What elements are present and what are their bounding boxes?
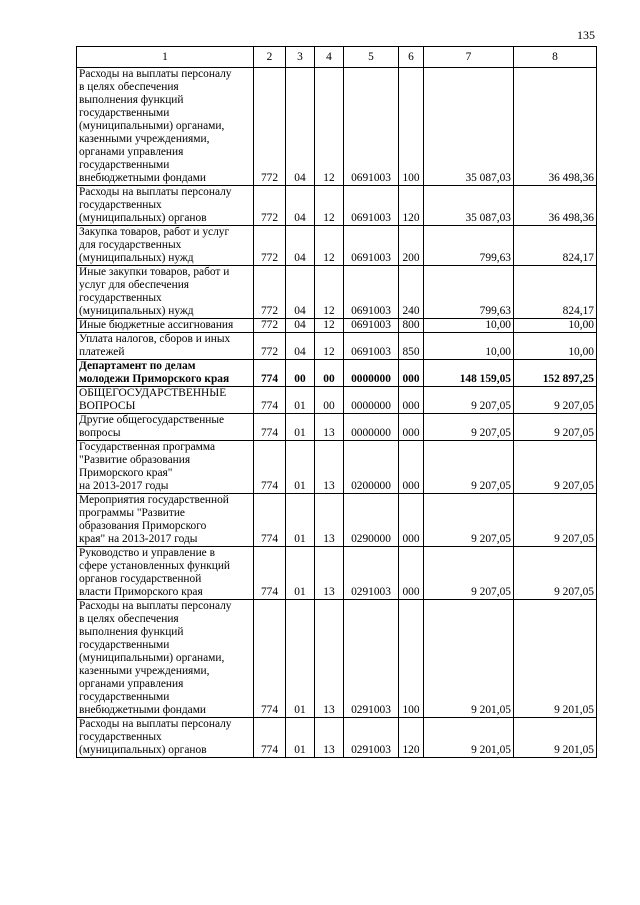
cell-rz: 04 [286,68,315,186]
cell-sum-2015: 799,63 [424,266,514,319]
column-header: 4 [315,47,344,68]
cell-vr: 000 [399,387,424,414]
cell-rz: 04 [286,333,315,360]
row-name: Уплата налогов, сборов и иных платежей [77,333,254,360]
cell-csr: 0691003 [344,266,399,319]
cell-pr: 00 [315,360,344,387]
page-number: 135 [577,28,595,42]
cell-vr: 120 [399,718,424,758]
cell-ved: 774 [254,360,286,387]
cell-sum-2016: 9 207,05 [514,414,597,441]
cell-rz: 01 [286,494,315,547]
cell-csr: 0200000 [344,441,399,494]
cell-csr: 0000000 [344,387,399,414]
cell-csr: 0691003 [344,68,399,186]
table-body [77,68,597,758]
table-row [77,186,597,226]
row-name: Иные закупки товаров, работ и услуг для обеспечения государственных (муниципальных) нужд [77,266,254,319]
cell-rz: 01 [286,718,315,758]
cell-rz: 04 [286,186,315,226]
table-row [77,68,597,186]
cell-sum-2015: 10,00 [424,319,514,333]
cell-pr: 13 [315,600,344,718]
cell-pr: 12 [315,186,344,226]
cell-sum-2016: 9 207,05 [514,547,597,600]
cell-sum-2015: 9 201,05 [424,600,514,718]
cell-ved: 774 [254,441,286,494]
cell-pr: 13 [315,718,344,758]
cell-sum-2015: 9 207,05 [424,387,514,414]
cell-vr: 000 [399,441,424,494]
cell-rz: 01 [286,414,315,441]
row-name: Мероприятия государственной программы "Развитие образования Приморского края" на 2013-2017 годы [77,494,254,547]
cell-ved: 774 [254,600,286,718]
table-row [77,319,597,333]
cell-sum-2016: 824,17 [514,226,597,266]
row-name: Государственная программа "Развитие образования Приморского края" на 2013-2017 годы [77,441,254,494]
column-header-row [77,47,597,68]
cell-csr: 0691003 [344,333,399,360]
cell-vr: 120 [399,186,424,226]
cell-sum-2015: 9 201,05 [424,718,514,758]
cell-pr: 00 [315,387,344,414]
cell-rz: 01 [286,387,315,414]
cell-sum-2016: 824,17 [514,266,597,319]
cell-pr: 12 [315,319,344,333]
cell-pr: 12 [315,333,344,360]
cell-sum-2015: 148 159,05 [424,360,514,387]
cell-csr: 0291003 [344,600,399,718]
column-header: 8 [514,47,597,68]
cell-pr: 12 [315,226,344,266]
table-row [77,441,597,494]
cell-csr: 0291003 [344,718,399,758]
cell-sum-2015: 9 207,05 [424,494,514,547]
cell-ved: 772 [254,266,286,319]
cell-sum-2015: 799,63 [424,226,514,266]
cell-vr: 240 [399,266,424,319]
cell-ved: 772 [254,68,286,186]
column-header: 3 [286,47,315,68]
row-name: Другие общегосударственные вопросы [77,414,254,441]
table-row [77,494,597,547]
cell-sum-2015: 9 207,05 [424,441,514,494]
cell-rz: 01 [286,600,315,718]
table-row [77,718,597,758]
cell-sum-2016: 9 207,05 [514,441,597,494]
table-row [77,414,597,441]
cell-sum-2015: 35 087,03 [424,186,514,226]
cell-ved: 772 [254,333,286,360]
cell-sum-2016: 10,00 [514,333,597,360]
table-row [77,333,597,360]
cell-ved: 774 [254,718,286,758]
cell-rz: 01 [286,547,315,600]
cell-csr: 0691003 [344,319,399,333]
table-row [77,600,597,718]
row-name: Иные бюджетные ассигнования [77,319,254,333]
cell-sum-2016: 152 897,25 [514,360,597,387]
cell-vr: 800 [399,319,424,333]
cell-ved: 772 [254,226,286,266]
table-row [77,547,597,600]
cell-rz: 01 [286,441,315,494]
cell-pr: 12 [315,68,344,186]
cell-pr: 13 [315,547,344,600]
cell-ved: 772 [254,319,286,333]
cell-csr: 0691003 [344,226,399,266]
cell-vr: 000 [399,547,424,600]
table-row [77,266,597,319]
cell-vr: 000 [399,360,424,387]
cell-ved: 774 [254,494,286,547]
cell-csr: 0000000 [344,414,399,441]
cell-sum-2016: 9 201,05 [514,600,597,718]
cell-csr: 0691003 [344,186,399,226]
budget-table [76,46,597,758]
cell-sum-2016: 36 498,36 [514,68,597,186]
cell-vr: 850 [399,333,424,360]
column-header: 7 [424,47,514,68]
cell-sum-2016: 9 207,05 [514,494,597,547]
column-header: 2 [254,47,286,68]
column-header: 5 [344,47,399,68]
cell-vr: 100 [399,600,424,718]
row-name: Руководство и управление в сфере установленных функций органов государственной власти Приморского края [77,547,254,600]
cell-ved: 774 [254,414,286,441]
row-name: Закупка товаров, работ и услуг для государственных (муниципальных) нужд [77,226,254,266]
cell-csr: 0290000 [344,494,399,547]
cell-pr: 12 [315,266,344,319]
cell-sum-2016: 9 201,05 [514,718,597,758]
cell-sum-2015: 9 207,05 [424,547,514,600]
cell-rz: 04 [286,319,315,333]
cell-pr: 13 [315,414,344,441]
table-row [77,387,597,414]
row-name: ОБЩЕГОСУДАРСТВЕННЫЕ ВОПРОСЫ [77,387,254,414]
cell-rz: 04 [286,266,315,319]
cell-sum-2016: 9 207,05 [514,387,597,414]
cell-ved: 772 [254,186,286,226]
cell-vr: 200 [399,226,424,266]
cell-pr: 13 [315,494,344,547]
cell-rz: 04 [286,226,315,266]
cell-vr: 000 [399,414,424,441]
row-name: Департамент по делам молодежи Приморского края [77,360,254,387]
column-header: 6 [399,47,424,68]
cell-vr: 000 [399,494,424,547]
cell-sum-2015: 9 207,05 [424,414,514,441]
cell-pr: 13 [315,441,344,494]
table-row [77,360,597,387]
cell-sum-2016: 36 498,36 [514,186,597,226]
cell-rz: 00 [286,360,315,387]
cell-vr: 100 [399,68,424,186]
table-row [77,226,597,266]
cell-sum-2016: 10,00 [514,319,597,333]
cell-csr: 0000000 [344,360,399,387]
column-header: 1 [77,47,254,68]
row-name: Расходы на выплаты персоналу государственных (муниципальных) органов [77,718,254,758]
row-name: Расходы на выплаты персоналу в целях обеспечения выполнения функций государственными (муниципальными) органами, казенными учреждениями, органами управления государственными внебюджетными фондами [77,68,254,186]
cell-sum-2015: 35 087,03 [424,68,514,186]
cell-sum-2015: 10,00 [424,333,514,360]
cell-ved: 774 [254,547,286,600]
cell-ved: 774 [254,387,286,414]
row-name: Расходы на выплаты персоналу в целях обеспечения выполнения функций государственными (муниципальными) органами, казенными учреждениями, органами управления государственными внебюджетными фондами [77,600,254,718]
row-name: Расходы на выплаты персоналу государственных (муниципальных) органов [77,186,254,226]
cell-csr: 0291003 [344,547,399,600]
